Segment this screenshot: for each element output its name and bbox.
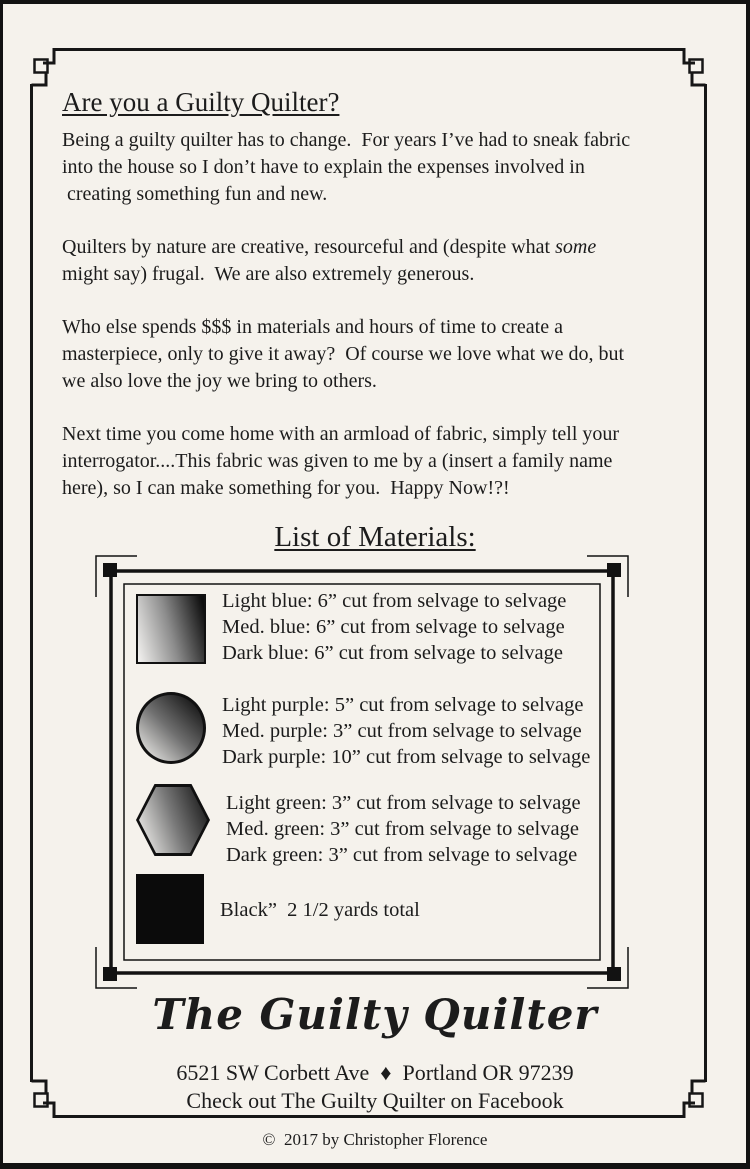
text-line: Quilters by nature are creative, resourceful and (despite what some bbox=[62, 236, 597, 258]
hexagon-fabric-swatch bbox=[136, 784, 210, 856]
text-line: interrogator....This fabric was given to me by a (insert a family name bbox=[62, 450, 613, 472]
materials-corner-knot-bl bbox=[103, 967, 117, 981]
materials-line: Med. blue: 6” cut from selvage to selvage bbox=[222, 616, 565, 638]
materials-heading: List of Materials: bbox=[274, 521, 476, 553]
materials-line: Light green: 3” cut from selvage to selvage bbox=[226, 792, 581, 814]
square-fabric-swatch bbox=[136, 594, 206, 664]
materials-corner-knot-tl bbox=[103, 563, 117, 577]
materials-row bbox=[136, 872, 606, 946]
materials-lines bbox=[222, 690, 590, 770]
facebook-line: Check out The Guilty Quilter on Facebook bbox=[186, 1088, 564, 1113]
text-line: Next time you come home with an armload of fabric, simply tell your bbox=[62, 423, 620, 445]
materials-lines bbox=[220, 872, 420, 946]
text-line: into the house so I don’t have to explain the expenses involved in bbox=[62, 156, 585, 178]
materials-row bbox=[136, 788, 606, 868]
materials-corner-knot-tr bbox=[607, 563, 621, 577]
black-square-fabric-swatch bbox=[136, 874, 204, 944]
text-line: here), so I can make something for you. Happy Now!?! bbox=[62, 477, 510, 499]
brand-name: The Guilty Quilter bbox=[152, 990, 598, 1039]
paragraph bbox=[62, 314, 702, 395]
materials-line: Dark purple: 10” cut from selvage to selvage bbox=[222, 746, 591, 768]
paragraph bbox=[62, 127, 702, 208]
materials-lines bbox=[222, 586, 566, 666]
materials-line: Dark blue: 6” cut from selvage to selvage bbox=[222, 642, 563, 664]
materials-row bbox=[136, 690, 606, 770]
copyright-line: © 2017 by Christopher Florence bbox=[262, 1130, 488, 1149]
materials-lines bbox=[226, 788, 581, 868]
text-line: Who else spends $$$ in materials and hours of time to create a bbox=[62, 316, 563, 338]
brand-address: 6521 SW Corbett Ave ♦ Portland OR 97239 bbox=[176, 1060, 574, 1085]
paragraph bbox=[62, 234, 702, 288]
materials-line: Med. purple: 3” cut from selvage to selvage bbox=[222, 720, 582, 742]
materials-line: Light purple: 5” cut from selvage to selvage bbox=[222, 694, 584, 716]
paragraph bbox=[62, 421, 702, 502]
text-line: masterpiece, only to give it away? Of course we love what we do, but bbox=[62, 343, 625, 365]
page-title: Are you a Guilty Quilter? bbox=[62, 87, 340, 117]
materials-line: Light blue: 6” cut from selvage to selvage bbox=[222, 590, 567, 612]
body-paragraphs bbox=[62, 127, 702, 528]
materials-line: Dark green: 3” cut from selvage to selvage bbox=[226, 844, 578, 866]
text-line: we also love the joy we bring to others. bbox=[62, 370, 377, 392]
circle-fabric-swatch bbox=[136, 692, 206, 764]
text-line: Being a guilty quilter has to change. For years I’ve had to sneak fabric bbox=[62, 129, 631, 151]
materials-line: Med. green: 3” cut from selvage to selvage bbox=[226, 818, 579, 840]
materials-row bbox=[136, 586, 606, 666]
materials-line: Black” 2 1/2 yards total bbox=[220, 899, 420, 921]
text-line: might say) frugal. We are also extremely generous. bbox=[62, 263, 475, 285]
frame-corner-square-tr bbox=[690, 60, 703, 73]
frame-corner-square-tl bbox=[35, 60, 48, 73]
materials-list bbox=[136, 586, 606, 946]
text-line: creating something fun and new. bbox=[62, 183, 328, 205]
materials-corner-knot-br bbox=[607, 967, 621, 981]
